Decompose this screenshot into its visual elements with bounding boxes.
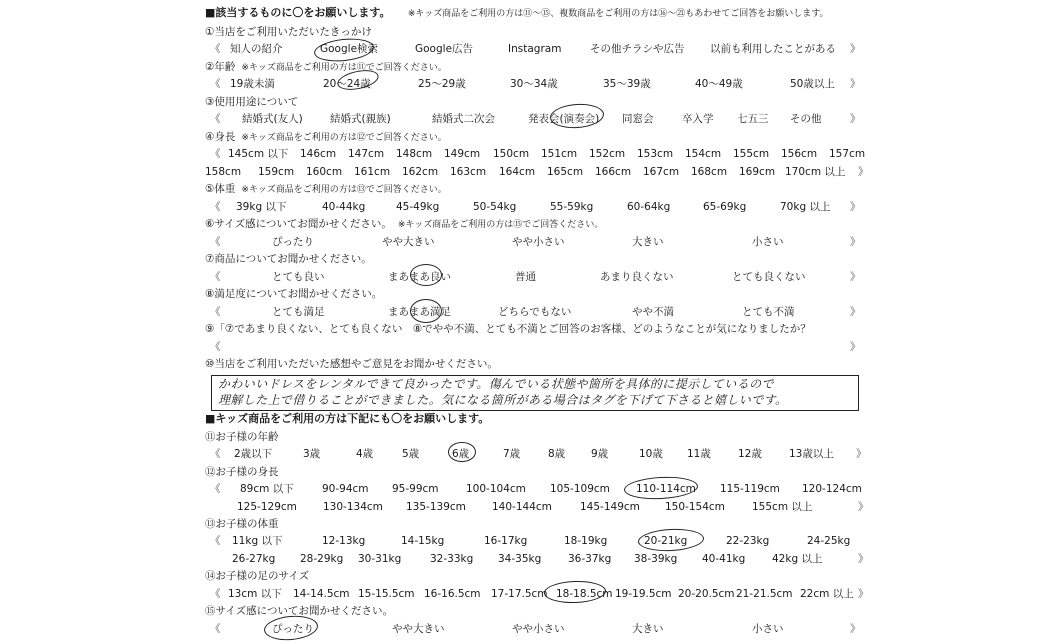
- answer-option[interactable]: 32-33kg: [430, 553, 474, 565]
- answer-option[interactable]: 15-15.5cm: [358, 588, 415, 600]
- answer-option[interactable]: 13cm 以下: [228, 588, 282, 600]
- comment-box: [211, 375, 859, 411]
- answer-option[interactable]: 159cm: [258, 166, 295, 178]
- answer-option[interactable]: まあまあ良い: [388, 271, 451, 283]
- q1-title: ①当店をご利用いただいたきっかけ: [205, 26, 372, 38]
- answer-option[interactable]: 七五三: [737, 113, 769, 125]
- answer-option[interactable]: 140-144cm: [492, 501, 552, 513]
- answer-option[interactable]: とても良くない: [732, 271, 806, 283]
- answer-option[interactable]: Google検索: [320, 43, 379, 55]
- answer-option[interactable]: 4歳: [356, 448, 374, 460]
- answer-option[interactable]: 55-59kg: [550, 201, 594, 213]
- answer-option[interactable]: 5歳: [402, 448, 420, 460]
- q5-note: ※キッズ商品をご利用の方は⑬でご回答ください。: [241, 185, 447, 195]
- answer-option[interactable]: 70kg 以上: [780, 201, 831, 213]
- answer-option[interactable]: 20-20.5cm: [678, 588, 735, 600]
- answer-option[interactable]: 145cm 以下: [228, 148, 289, 160]
- answer-option[interactable]: 154cm: [685, 148, 722, 160]
- bracket: 《: [210, 483, 221, 495]
- answer-option[interactable]: 163cm: [450, 166, 487, 178]
- answer-option[interactable]: やや大きい: [392, 623, 445, 635]
- bracket: 》: [858, 501, 869, 513]
- answer-option[interactable]: 13歳以上: [789, 448, 834, 460]
- answer-option[interactable]: 164cm: [499, 166, 536, 178]
- answer-option[interactable]: 146cm: [300, 148, 337, 160]
- answer-option[interactable]: 19-19.5cm: [615, 588, 672, 600]
- answer-option[interactable]: 知人の紹介: [230, 43, 283, 55]
- bracket: 《: [210, 271, 221, 283]
- answer-option[interactable]: 以前も利用したことがある: [710, 43, 836, 55]
- q4-note: ※キッズ商品をご利用の方は⑫でご回答ください。: [241, 133, 447, 143]
- bracket: 》: [850, 623, 861, 635]
- answer-option[interactable]: 34-35kg: [498, 553, 542, 565]
- answer-option[interactable]: 162cm: [402, 166, 439, 178]
- comment-line-2: 理解した上で借りることができました。気になる箇所がある場合はタグを下げて下さると嬉しいです。: [218, 393, 788, 407]
- answer-option[interactable]: 40-44kg: [322, 201, 366, 213]
- bracket: 《: [210, 43, 221, 55]
- bracket: 《: [210, 448, 221, 460]
- answer-option[interactable]: あまり良くない: [600, 271, 674, 283]
- q4-title-text: ④身長: [205, 131, 236, 143]
- answer-option[interactable]: 12歳: [738, 448, 762, 460]
- bracket: 》: [850, 43, 861, 55]
- answer-option[interactable]: 10歳: [639, 448, 663, 460]
- answer-option[interactable]: 153cm: [637, 148, 674, 160]
- answer-option[interactable]: 17-17.5cm: [491, 588, 548, 600]
- answer-option[interactable]: 168cm: [691, 166, 728, 178]
- answer-option[interactable]: 105-109cm: [550, 483, 610, 495]
- answer-option[interactable]: 22-23kg: [726, 535, 770, 547]
- answer-option[interactable]: 25〜29歳: [418, 78, 466, 90]
- answer-option[interactable]: 125-129cm: [237, 501, 297, 513]
- answer-option[interactable]: 28-29kg: [300, 553, 344, 565]
- answer-option[interactable]: 167cm: [643, 166, 680, 178]
- bracket: 》: [850, 78, 861, 90]
- answer-option[interactable]: 120-124cm: [802, 483, 862, 495]
- q6-title-text: ⑥サイズ感についてお聞かせください。: [205, 218, 392, 230]
- answer-option[interactable]: 60-64kg: [627, 201, 671, 213]
- bracket: 《: [210, 201, 221, 213]
- answer-option[interactable]: 39kg 以下: [236, 201, 287, 213]
- bracket: 》: [858, 553, 869, 565]
- answer-circle-age-6: [448, 442, 476, 462]
- q5-title: [205, 183, 447, 197]
- answer-option[interactable]: 155cm: [733, 148, 770, 160]
- answer-option[interactable]: 普通: [515, 271, 536, 283]
- answer-option[interactable]: 24-25kg: [807, 535, 851, 547]
- answer-circle-weight-20: [637, 527, 704, 552]
- answer-circle-satisfaction-ok: [410, 299, 442, 323]
- answer-option[interactable]: 11kg 以下: [232, 535, 283, 547]
- bracket: 《: [210, 341, 221, 353]
- answer-option[interactable]: 35〜39歳: [603, 78, 651, 90]
- answer-circle-product-ok: [410, 264, 442, 286]
- answer-option[interactable]: 7歳: [503, 448, 521, 460]
- answer-option[interactable]: 155cm 以上: [752, 501, 813, 513]
- answer-option[interactable]: 21-21.5cm: [736, 588, 793, 600]
- bracket: 《: [210, 535, 221, 547]
- answer-option[interactable]: 157cm: [829, 148, 866, 160]
- q2-title: [205, 61, 447, 75]
- kids-header: ■キッズ商品をご利用の方は下記にも〇をお願いします。: [205, 412, 490, 425]
- bracket: 》: [858, 166, 869, 178]
- bracket: 》: [850, 271, 861, 283]
- q15-title: ⑮サイズ感についてお聞かせください。: [205, 605, 393, 617]
- answer-option[interactable]: その他チラシや広告: [590, 43, 685, 55]
- form-title: ■該当するものに〇をお願いします。: [205, 6, 391, 19]
- answer-option[interactable]: やや小さい: [512, 236, 565, 248]
- q3-title: ③使用用途について: [205, 96, 299, 108]
- answer-option[interactable]: 14-15kg: [401, 535, 445, 547]
- answer-option[interactable]: 150-154cm: [665, 501, 725, 513]
- bracket: 》: [858, 588, 869, 600]
- bracket: 》: [856, 448, 867, 460]
- comment-line-1: かわいいドレスをレンタルできて良かったです。傷んでいる状態や箇所を具体的に提示しているので: [218, 377, 774, 391]
- answer-option[interactable]: Instagram: [508, 43, 562, 55]
- answer-option[interactable]: 22cm 以上: [800, 588, 854, 600]
- answer-option[interactable]: 11歳: [687, 448, 711, 460]
- answer-option[interactable]: 152cm: [589, 148, 626, 160]
- q8-title: ⑧満足度についてお聞かせください。: [205, 288, 383, 300]
- answer-option[interactable]: 50歳以上: [790, 78, 835, 90]
- answer-option[interactable]: 20〜24歳: [323, 78, 371, 90]
- q11-title: ⑪お子様の年齢: [205, 431, 279, 443]
- answer-circle-height-110: [623, 475, 698, 501]
- answer-option[interactable]: 160cm: [306, 166, 343, 178]
- answer-circle-google-search: [313, 36, 375, 64]
- answer-option[interactable]: 90-94cm: [322, 483, 369, 495]
- answer-option[interactable]: 115-119cm: [720, 483, 780, 495]
- answer-option[interactable]: 40〜49歳: [695, 78, 743, 90]
- answer-option[interactable]: 147cm: [348, 148, 385, 160]
- answer-option[interactable]: 30〜34歳: [510, 78, 558, 90]
- bracket: 》: [850, 113, 861, 125]
- answer-option[interactable]: 小さい: [752, 623, 784, 635]
- q12-title: ⑫お子様の身長: [205, 466, 279, 478]
- answer-option[interactable]: 26-27kg: [232, 553, 276, 565]
- bracket: 《: [210, 113, 221, 125]
- answer-option[interactable]: 卒入学: [682, 113, 714, 125]
- q10-title: ⑩当店をご利用いただいた感想やご意見をお聞かせください。: [205, 358, 498, 370]
- answer-option[interactable]: 45-49kg: [396, 201, 440, 213]
- answer-option[interactable]: 95-99cm: [392, 483, 439, 495]
- answer-option[interactable]: 30-31kg: [358, 553, 402, 565]
- answer-option[interactable]: 19歳未満: [230, 78, 275, 90]
- q2-title-text: ②年齢: [205, 61, 236, 73]
- answer-option[interactable]: 170cm 以上: [785, 166, 846, 178]
- answer-option[interactable]: 148cm: [396, 148, 433, 160]
- answer-option[interactable]: 結婚式二次会: [432, 113, 495, 125]
- answer-option[interactable]: まあまあ満足: [388, 306, 451, 318]
- bracket: 《: [210, 78, 221, 90]
- bracket: 》: [850, 236, 861, 248]
- answer-option[interactable]: 149cm: [444, 148, 481, 160]
- answer-option[interactable]: 20-21kg: [644, 535, 688, 547]
- answer-option[interactable]: 36-37kg: [568, 553, 612, 565]
- answer-option[interactable]: 158cm: [205, 166, 242, 178]
- answer-option[interactable]: 16-16.5cm: [424, 588, 481, 600]
- answer-option[interactable]: 169cm: [739, 166, 776, 178]
- answer-option[interactable]: 小さい: [752, 236, 784, 248]
- bracket: 《: [210, 148, 221, 160]
- answer-option[interactable]: 42kg 以上: [772, 553, 823, 565]
- q9-title: ⑨「⑦であまり良くない、とても良くない ⑧でやや不満、とても不満とご回答のお客様、どのようなことが気になりましたか？: [205, 323, 811, 335]
- answer-option[interactable]: やや小さい: [512, 623, 565, 635]
- answer-option[interactable]: 150cm: [493, 148, 530, 160]
- answer-option[interactable]: 110-114cm: [636, 483, 696, 495]
- answer-option[interactable]: 8歳: [548, 448, 566, 460]
- answer-option[interactable]: 14-14.5cm: [293, 588, 350, 600]
- answer-option[interactable]: 同窓会: [622, 113, 654, 125]
- answer-option[interactable]: ぴったり: [272, 623, 314, 635]
- bracket: 》: [850, 341, 861, 353]
- answer-option[interactable]: 2歳以下: [234, 448, 273, 460]
- q6-note: ※キッズ商品をご利用の方は⑮でご回答ください。: [397, 220, 604, 230]
- answer-option[interactable]: 16-17kg: [484, 535, 528, 547]
- answer-option[interactable]: 結婚式(親族): [330, 113, 391, 125]
- bracket: 《: [210, 623, 221, 635]
- answer-option[interactable]: 50-54kg: [473, 201, 517, 213]
- answer-option[interactable]: 18-18.5cm: [556, 588, 613, 600]
- bracket: 《: [210, 306, 221, 318]
- answer-option[interactable]: どちらでもない: [498, 306, 572, 318]
- answer-option[interactable]: 130-134cm: [323, 501, 383, 513]
- answer-option[interactable]: とても不満: [742, 306, 795, 318]
- answer-option[interactable]: とても良い: [272, 271, 325, 283]
- q13-title: ⑬お子様の体重: [205, 518, 279, 530]
- bracket: 《: [210, 588, 221, 600]
- answer-option[interactable]: やや不満: [632, 306, 674, 318]
- answer-option[interactable]: 9歳: [591, 448, 609, 460]
- q4-title: [205, 131, 447, 145]
- answer-option[interactable]: 100-104cm: [466, 483, 526, 495]
- answer-option[interactable]: 65-69kg: [703, 201, 747, 213]
- q14-title: ⑭お子様の足のサイズ: [205, 570, 310, 582]
- answer-option[interactable]: 3歳: [303, 448, 321, 460]
- answer-option[interactable]: 161cm: [354, 166, 391, 178]
- answer-option[interactable]: 166cm: [595, 166, 632, 178]
- bracket: 》: [850, 306, 861, 318]
- answer-option[interactable]: 6歳: [452, 448, 470, 460]
- q7-title: ⑦商品についてお聞かせください。: [205, 253, 372, 265]
- answer-option[interactable]: 結婚式(友人): [242, 113, 303, 125]
- answer-option[interactable]: 145-149cm: [580, 501, 640, 513]
- q2-note: ※キッズ商品をご利用の方は⑪でご回答ください。: [241, 63, 447, 73]
- bracket: 》: [850, 201, 861, 213]
- answer-option[interactable]: 40-41kg: [702, 553, 746, 565]
- answer-option[interactable]: 大きい: [632, 236, 664, 248]
- answer-option[interactable]: ぴったり: [272, 236, 314, 248]
- answer-option[interactable]: 発表会(演奏会): [528, 113, 600, 125]
- answer-option[interactable]: 165cm: [547, 166, 584, 178]
- answer-option[interactable]: Google広告: [415, 43, 474, 55]
- answer-option[interactable]: 135-139cm: [406, 501, 466, 513]
- answer-option[interactable]: 18-19kg: [564, 535, 608, 547]
- answer-option[interactable]: 38-39kg: [634, 553, 678, 565]
- answer-option[interactable]: 156cm: [781, 148, 818, 160]
- form-header: [205, 6, 829, 21]
- answer-option[interactable]: 151cm: [541, 148, 578, 160]
- answer-option[interactable]: その他: [790, 113, 822, 125]
- answer-option[interactable]: やや大きい: [382, 236, 435, 248]
- answer-option[interactable]: 12-13kg: [322, 535, 366, 547]
- answer-option[interactable]: 89cm 以下: [240, 483, 294, 495]
- q5-title-text: ⑤体重: [205, 183, 236, 195]
- answer-option[interactable]: 大きい: [632, 623, 664, 635]
- q6-title: [205, 218, 603, 232]
- answer-option[interactable]: とても満足: [272, 306, 325, 318]
- bracket: 《: [210, 236, 221, 248]
- form-note: ※キッズ商品をご利用の方は⑪〜⑮、複数商品をご利用の方は⑯〜㉑もあわせてご回答をお願いします。: [407, 9, 829, 19]
